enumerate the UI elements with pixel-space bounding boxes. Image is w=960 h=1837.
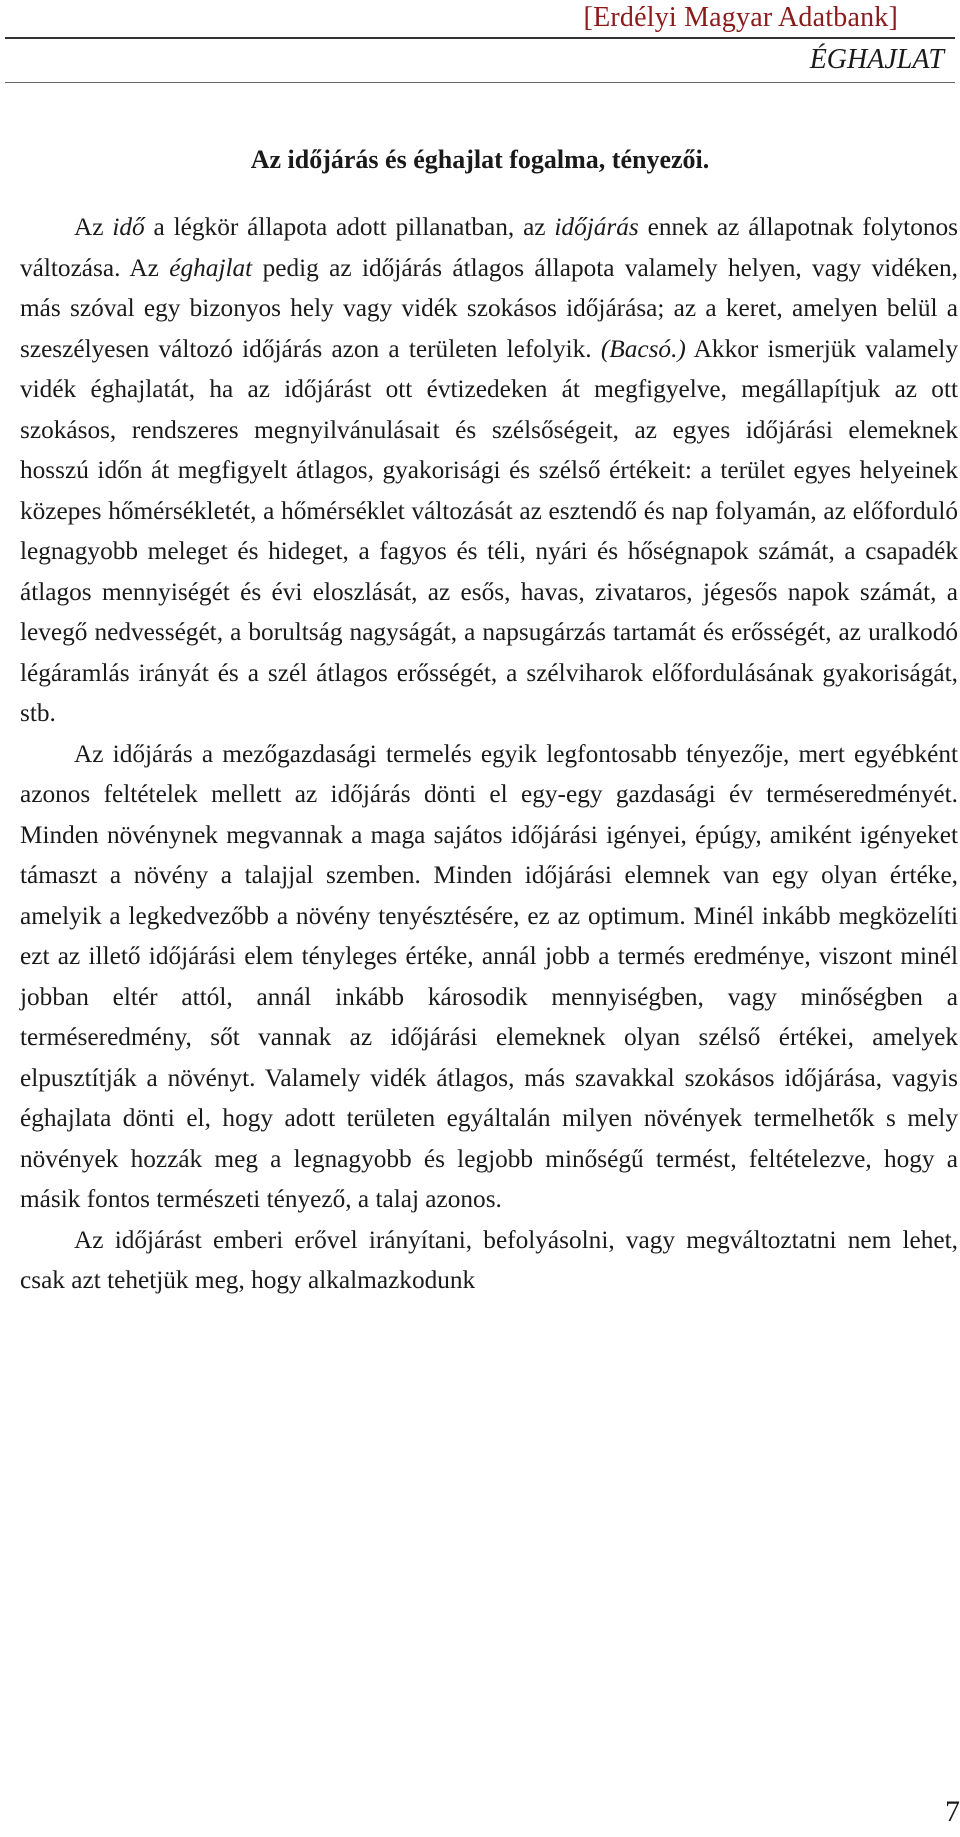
header-divider-thin <box>5 82 955 83</box>
text-run: pedig az időjárás átlagos állapota valamely helyen, vagy vidéken, más szóval egy bizonyos hely vagy vidék szokásos időjárása; az a keret, amelyen belül a szeszélyesen változó időjárás azon a területen lefolyik. <box>20 253 959 363</box>
text-run: a légkör állapota adott pillanatban, az <box>144 213 555 241</box>
term-eghajlat: éghajlat <box>169 253 253 282</box>
page-title: Az időjárás és éghajlat fogalma, tényezői. <box>250 145 710 174</box>
citation: (Bacsó.) <box>600 334 686 363</box>
text-run: ennek az állapotnak folytonos változása. Az <box>20 213 958 282</box>
text-run: Az <box>74 213 113 241</box>
paragraph-3: Az időjárást emberi erővel irányítani, befolyásolni, vagy megváltoztatni nem lehet, csak azt tehetjük meg, hogy alkalmazkodunk <box>20 1225 958 1294</box>
source-header: [Erdélyi Magyar Adatbank] <box>583 2 898 33</box>
paragraph-2: Az időjárás a mezőgazdasági termelés egyik legfontosabb tényezője, mert egyébként azonos feltételek mellett az időjárás dönti el egy-egy gazdasági év terméseredményét. Minden növénynek megvannak a maga sajátos időjárási igényei, épúgy, amiként igényeket támaszt a növény a talajjal szemben. Minden időjárási elemnek van egy olyan értéke, amelyik a legkedvezőbb a növény tenyésztésére, ez az optimum. Minél inkább megközelíti ezt az illető időjárási elem tényleges értéke, annál jobb a termés eredménye, viszont minél jobban eltér attól, annál inkább károsodik mennyiségben, vagy minőségben a terméseredmény, sőt vannak az időjárási elemeknek olyan szélső értékei, amelyek elpusztítják a növényt. Valamely vidék átlagos, más szavakkal szokásos időjárása, vagyis éghajlata dönti el, hogy adott területen egyáltalán milyen növények termelhetők s mely növények hozzák meg a legnagyobb és legjobb minőségű termést, feltételezve, hogy a másik fontos természeti tényező, a talaj azonos. <box>20 739 958 1213</box>
term-idojaras: időjárás <box>554 213 639 241</box>
header-divider <box>5 37 955 39</box>
page-number: 7 <box>945 1795 960 1828</box>
paragraph-1 <box>20 207 958 734</box>
text-run: Akkor ismerjük valamely vidék éghajlatát, ha az időjárást ott évtizedeken át megfigyelve, megállapítjuk az ott szokásos, rendszeres megnyilvánulásait és szélsőségeit, az egyes időjárási elemeknek hosszú időn át megfigyelt átlagos, gyakorisági és szélső értékeit: a terület egyes helyeinek közepes hőmérsékletét, a hőmérséklet változását az esztendő és nap folyamán, az előforduló legnagyobb meleget és hideget, a fagyos és téli, nyári és hőségnapok számát, a csapadék átlagos mennyiségét és évi eloszlását, az esős, havas, zivataros, jégesős napok számát, a levegő nedvességét, a borultság nagyságát, a napsugárzás tartamát és erősségét, az uralkodó légáramlás irányát és a szél átlagos erősségét, a szélviharok előfordulásának gyakoriságát, stb. <box>20 334 958 727</box>
term-ido: idő <box>112 213 145 241</box>
body-text <box>20 207 958 1301</box>
chapter-header: ÉGHAJLAT <box>809 44 944 75</box>
